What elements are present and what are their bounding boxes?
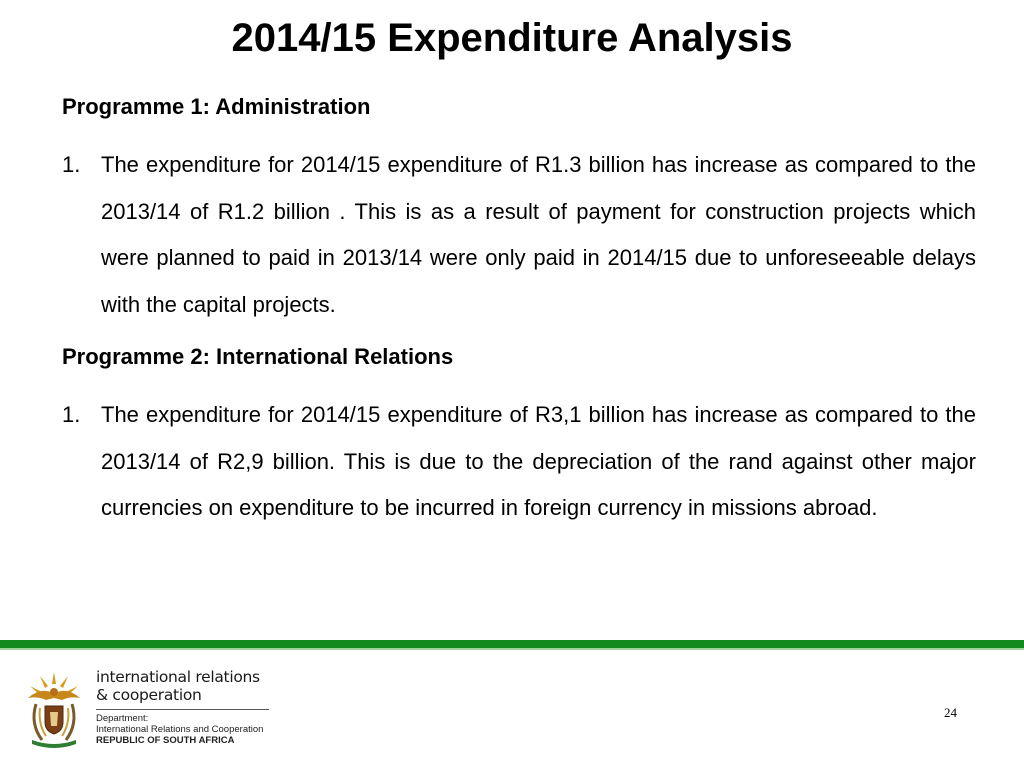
list-item-number: 1. xyxy=(62,152,81,177)
list-item-text: The expenditure for 2014/15 expenditure of R3,1 billion has increase as compared to the 2013/14 of R2,9 billion. This is due to the depreciation of the rand against other major currencies on expenditure to be incurred in foreign currency in missions abroad. xyxy=(101,402,976,520)
list-item-number: 1. xyxy=(62,402,81,427)
department-label: Department: xyxy=(96,713,149,724)
logo-wordmark-line1: international relations xyxy=(96,668,260,686)
country-name: REPUBLIC OF SOUTH AFRICA xyxy=(96,735,235,746)
footer-divider xyxy=(0,648,1024,650)
list-item-text: The expenditure for 2014/15 expenditure of R1.3 billion has increase as compared to the 2013/14 of R1.2 billion . This is as a result of payment for construction projects which were planned to paid in 2013/14 were only paid in 2014/15 due to unforeseeable delays with the capital projects. xyxy=(101,152,976,317)
footer-green-bar xyxy=(0,640,1024,648)
list-item xyxy=(62,142,976,328)
coat-of-arms-icon xyxy=(22,668,86,750)
department-logo xyxy=(96,668,276,746)
slide-body xyxy=(62,92,976,546)
section-heading-programme-2: Programme 2: International Relations xyxy=(62,344,454,369)
slide-title: 2014/15 Expenditure Analysis xyxy=(231,16,793,60)
list-item xyxy=(62,392,976,532)
logo-wordmark-line2: & cooperation xyxy=(96,686,202,704)
section-heading-programme-1: Programme 1: Administration xyxy=(62,94,371,119)
page-number: 24 xyxy=(944,705,957,720)
department-name: International Relations and Cooperation xyxy=(96,724,264,735)
logo-divider xyxy=(96,709,269,710)
